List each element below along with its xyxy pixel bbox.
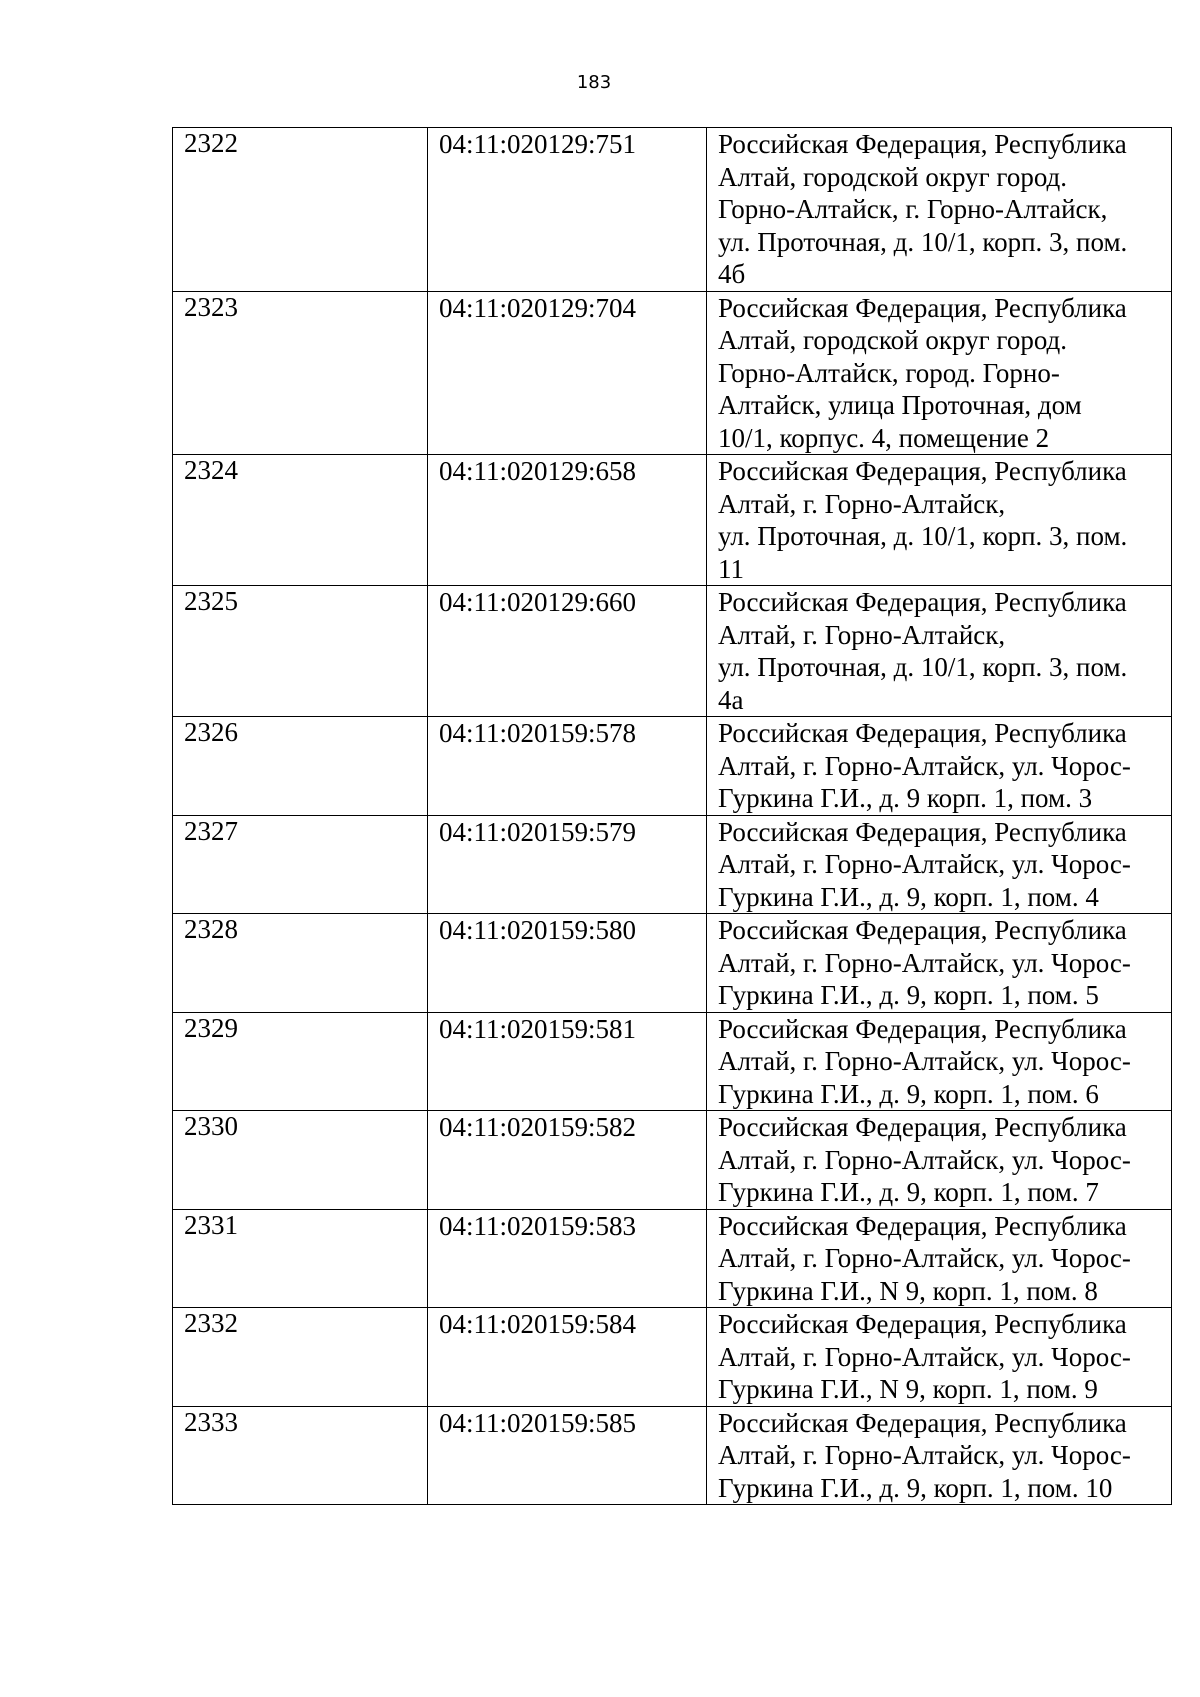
address-line: Российская Федерация, Республика [718, 915, 1127, 945]
table-row [173, 128, 1172, 292]
cell-row-number [173, 291, 428, 455]
cell-cadastral-number [428, 815, 707, 914]
cell-cadastral-number [428, 717, 707, 816]
row-number: 2333 [184, 1406, 238, 1437]
registry-table [172, 127, 1172, 1505]
address [707, 1308, 1171, 1406]
page-number: 183 [576, 72, 612, 93]
cell-row-number [173, 1111, 428, 1210]
address-line: Гуркина Г.И., д. 9, корп. 1, пом. 10 [718, 1472, 1113, 1503]
cell-address [707, 815, 1172, 914]
address-line: Российская Федерация, Республика [718, 129, 1127, 159]
cell-cadastral-number [428, 128, 707, 292]
row-number: 2332 [184, 1308, 238, 1338]
cell-cadastral-number [428, 291, 707, 455]
address [707, 455, 1171, 585]
cell-row-number [173, 1406, 428, 1505]
address-line: Алтайск, улица Проточная, дом [718, 390, 1082, 420]
table-row [173, 1308, 1172, 1407]
row-number: 2331 [184, 1209, 238, 1240]
table-row [173, 1012, 1172, 1111]
address-line: Горно-Алтайск, город. Горно- [718, 357, 1060, 388]
address-line: Гуркина Г.И., д. 9, корп. 1, пом. 7 [718, 1177, 1099, 1207]
address-line: 11 [718, 553, 744, 584]
cell-address [707, 1209, 1172, 1308]
address-line: Алтай, г. Горно-Алтайск, ул. Чорос- [718, 1046, 1131, 1076]
address-line: Российская Федерация, Республика [718, 1210, 1127, 1241]
address-line: Гуркина Г.И., д. 9, корп. 1, пом. 5 [718, 980, 1099, 1010]
cell-address [707, 914, 1172, 1013]
address-line: Российская Федерация, Республика [718, 1013, 1127, 1044]
address-line: Гуркина Г.И., N 9, корп. 1, пом. 8 [718, 1275, 1098, 1306]
cell-row-number [173, 815, 428, 914]
cell-row-number [173, 586, 428, 717]
address-line: Алтай, г. Горно-Алтайск, ул. Чорос- [718, 1243, 1131, 1273]
cadastral-number: 04:11:020159:582 [439, 1112, 637, 1142]
address-line: ул. Проточная, д. 10/1, корп. 3, пом. [718, 652, 1128, 682]
address [707, 1210, 1171, 1308]
cadastral-number: 04:11:020159:579 [439, 816, 637, 847]
address-line: Алтай, г. Горно-Алтайск, ул. Чорос- [718, 849, 1131, 879]
address-line: ул. Проточная, д. 10/1, корп. 3, пом. [718, 226, 1128, 257]
address-line: Российская Федерация, Республика [718, 816, 1127, 847]
cell-address [707, 455, 1172, 586]
table-row [173, 586, 1172, 717]
address-line: Российская Федерация, Республика [718, 456, 1127, 486]
address [707, 816, 1171, 914]
cell-address [707, 128, 1172, 292]
cell-row-number [173, 455, 428, 586]
row-number: 2327 [184, 815, 238, 846]
address-line: Алтай, городской округ город. [718, 161, 1068, 192]
cell-address [707, 1111, 1172, 1210]
row-number: 2330 [184, 1111, 238, 1141]
table-row [173, 1406, 1172, 1505]
cell-address [707, 291, 1172, 455]
address [707, 128, 1171, 291]
cell-row-number [173, 1012, 428, 1111]
cell-address [707, 1308, 1172, 1407]
cell-row-number [173, 914, 428, 1013]
address-line: Алтай, г. Горно-Алтайск, ул. Чорос- [718, 1144, 1131, 1175]
cell-address [707, 586, 1172, 717]
cadastral-number: 04:11:020129:704 [439, 292, 637, 323]
cell-cadastral-number [428, 1406, 707, 1505]
address-line: Алтай, г. Горно-Алтайск, [718, 619, 1006, 650]
cell-cadastral-number [428, 455, 707, 586]
address-line: Гуркина Г.И., д. 9, корп. 1, пом. 4 [718, 881, 1099, 912]
address-line: Алтай, городской округ город. [718, 325, 1068, 355]
address-line: Российская Федерация, Республика [718, 292, 1127, 323]
cadastral-number: 04:11:020159:578 [439, 718, 637, 748]
cell-row-number [173, 1209, 428, 1308]
row-number: 2326 [184, 717, 238, 747]
row-number: 2325 [184, 586, 238, 616]
address [707, 1407, 1171, 1505]
address [707, 717, 1171, 815]
address [707, 1013, 1171, 1111]
address-line: Алтай, г. Горно-Алтайск, ул. Чорос- [718, 750, 1131, 781]
address [707, 586, 1171, 716]
cell-cadastral-number [428, 1111, 707, 1210]
cadastral-number: 04:11:020159:584 [439, 1309, 637, 1339]
cadastral-number: 04:11:020129:660 [439, 587, 637, 617]
address-line: Гуркина Г.И., N 9, корп. 1, пом. 9 [718, 1374, 1098, 1404]
address-line: Горно-Алтайск, г. Горно-Алтайск, [718, 194, 1108, 224]
cadastral-number: 04:11:020159:580 [439, 915, 637, 945]
address-line: Алтай, г. Горно-Алтайск, [718, 488, 1006, 519]
cadastral-number: 04:11:020159:581 [439, 1013, 637, 1044]
address-line: 10/1, корпус. 4, помещение 2 [718, 422, 1050, 453]
address-line: Алтай, г. Горно-Алтайск, ул. Чорос- [718, 1341, 1131, 1372]
cell-row-number [173, 1308, 428, 1407]
registry-table-body [173, 128, 1172, 1505]
cell-cadastral-number [428, 1012, 707, 1111]
cadastral-number: 04:11:020129:658 [439, 456, 637, 486]
table-row [173, 455, 1172, 586]
cell-cadastral-number [428, 586, 707, 717]
address-line: 4а [718, 684, 744, 715]
address-line: Российская Федерация, Республика [718, 1112, 1127, 1142]
address-line: Гуркина Г.И., д. 9, корп. 1, пом. 6 [718, 1078, 1099, 1109]
address [707, 1111, 1171, 1209]
table-row [173, 717, 1172, 816]
cell-row-number [173, 128, 428, 292]
cell-cadastral-number [428, 1209, 707, 1308]
cell-address [707, 717, 1172, 816]
cell-address [707, 1406, 1172, 1505]
row-number: 2324 [184, 455, 238, 485]
address-line: Алтай, г. Горно-Алтайск, ул. Чорос- [718, 947, 1131, 978]
address-line: Российская Федерация, Республика [718, 1407, 1127, 1438]
address-line: Гуркина Г.И., д. 9 корп. 1, пом. 3 [718, 783, 1093, 813]
address-line: ул. Проточная, д. 10/1, корп. 3, пом. [718, 521, 1128, 551]
address-line: Алтай, г. Горно-Алтайск, ул. Чорос- [718, 1440, 1131, 1470]
table-row [173, 1111, 1172, 1210]
cadastral-number: 04:11:020129:751 [439, 129, 637, 159]
table-row [173, 291, 1172, 455]
row-number: 2323 [184, 291, 238, 322]
address-line: Российская Федерация, Республика [718, 718, 1127, 748]
cadastral-number: 04:11:020159:583 [439, 1210, 637, 1241]
cell-cadastral-number [428, 914, 707, 1013]
table-row [173, 914, 1172, 1013]
address-line: Российская Федерация, Республика [718, 1309, 1127, 1339]
address [707, 914, 1171, 1012]
address-line: 4б [718, 259, 746, 289]
address-line: Российская Федерация, Республика [718, 587, 1127, 617]
cell-row-number [173, 717, 428, 816]
address [707, 292, 1171, 455]
row-number: 2329 [184, 1012, 238, 1043]
row-number: 2322 [184, 128, 238, 158]
table-row [173, 815, 1172, 914]
table-row [173, 1209, 1172, 1308]
cell-cadastral-number [428, 1308, 707, 1407]
cadastral-number: 04:11:020159:585 [439, 1407, 637, 1438]
cell-address [707, 1012, 1172, 1111]
row-number: 2328 [184, 914, 238, 944]
